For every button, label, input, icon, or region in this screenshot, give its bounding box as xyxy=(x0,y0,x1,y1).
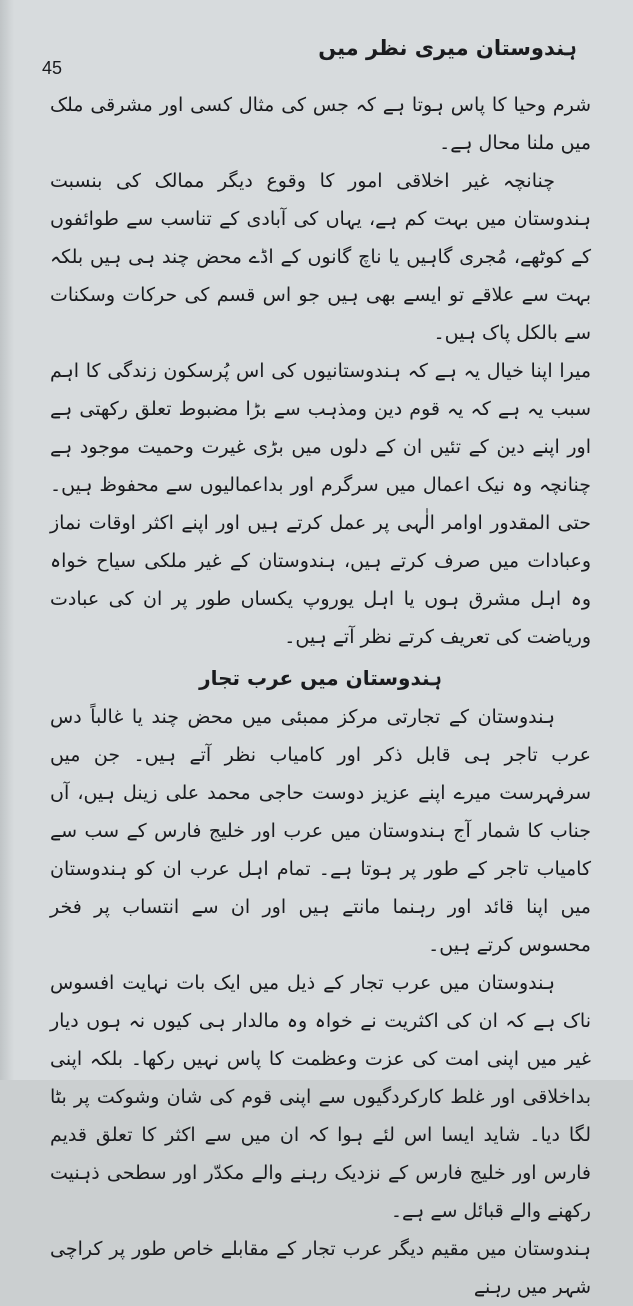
running-header: ہندوستان میری نظر میں xyxy=(318,36,577,60)
paragraph: ہندوستان کے تجارتی مرکز ممبئی میں محض چند یا غالباً دس عرب تاجر ہی قابل ذکر اور کامیاب نظر آتے ہیں۔ جن میں سرفہرست میرے اپنے عزیز دوست حاجی محمد علی زینل ہیں، آں جناب کا شمار آج ہندوستان میں عرب اور خلیج فارس کے سب سے کامیاب تاجر کے طور پر ہوتا ہے۔ تمام اہل عرب ان کو ہندوستان میں اپنا قائد اور رہنما مانتے ہیں اور ان سے انتساب پر فخر محسوس کرتے ہیں۔ xyxy=(50,706,591,956)
paragraph: چنانچہ غیر اخلاقی امور کا وقوع دیگر ممالک کی بنسبت ہندوستان میں بہت کم ہے، یہاں کی آبادی کے تناسب سے طوائفوں کے کوٹھے، مُجری گاہیں یا ناچ گانوں کے اڈے محض چند ہی ہیں بلکہ بہت سے علاقے تو ایسے بھی ہیں جو اس قسم کی حرکات وسکنات سے بالکل پاک ہیں۔ xyxy=(50,170,591,344)
page-number: 45 xyxy=(42,58,63,78)
section-heading: ہندوستان میں عرب تجار xyxy=(199,666,442,690)
paragraph: ہندوستان میں مقیم دیگر عرب تجار کے مقابلے خاص طور پر کراچی شہر میں رہنے xyxy=(50,1238,591,1298)
paragraph: ہندوستان میں عرب تجار کے ذیل میں ایک بات نہایت افسوس ناک ہے کہ ان کی اکثریت نے خواہ وہ مالدار ہی کیوں نہ ہوں دیار غیر میں اپنی امت کی عزت وعظمت کا پاس نہیں رکھا۔ بلکہ اپنی بداخلاقی اور غلط کارکردگیوں سے اپنی قوم کی شان وشوکت پر بٹا لگا دیا۔ شاید ایسا اس لئے ہوا کہ ان میں سے اکثر کا تعلق قدیم فارس اور خلیج فارس کے نزدیک رہنے والے مکدّر اور سطحی ذہنیت رکھنے والے قبائل سے ہے۔ xyxy=(50,972,591,1222)
body-text xyxy=(50,86,591,1306)
paragraph: میرا اپنا خیال یہ ہے کہ ہندوستانیوں کی اس پُرسکون زندگی کا اہم سبب یہ ہے کہ یہ قوم دین ومذہب سے بڑا مضبوط تعلق رکھتی ہے اور اپنے دین کے تئیں ان کے دلوں میں بڑی غیرت وحمیت موجود ہے چنانچہ وہ نیک اعمال میں سرگرم اور بداعمالیوں سے محفوظ ہیں۔ حتی المقدور اوامر الٰہی پر عمل کرتے ہیں اور اپنے اکثر اوقات نماز وعبادات میں صرف کرتے ہیں، ہندوستان کے غیر ملکی سیاح خواہ وہ اہل مشرق ہوں یا اہل یوروپ یکساں طور پر ان کی عبادت وریاضت کی تعریف کرتے نظر آتے ہیں۔ xyxy=(50,360,591,648)
paragraph: شرم وحیا کا پاس ہوتا ہے کہ جس کی مثال کسی اور مشرقی ملک میں ملنا محال ہے۔ xyxy=(50,94,591,154)
